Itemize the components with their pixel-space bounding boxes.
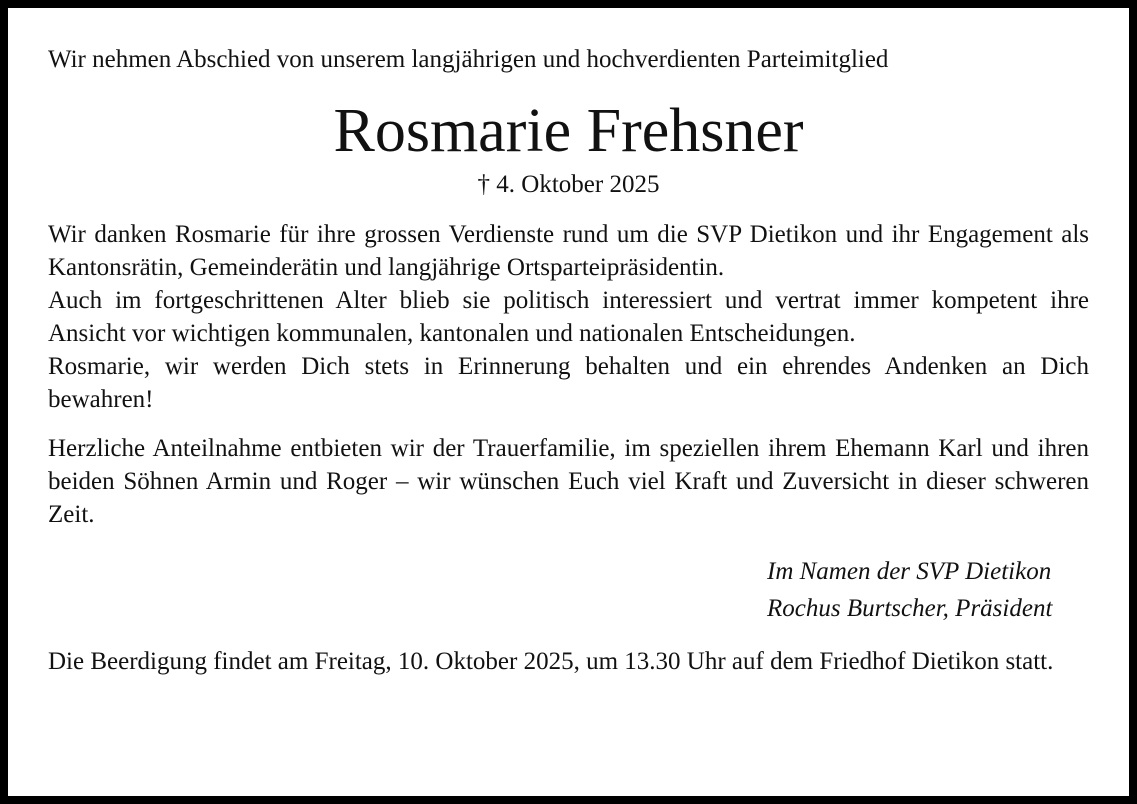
signature-organization: Im Namen der SVP Dietikon [767,558,1052,585]
condolence-paragraph: Herzliche Anteilnahme entbieten wir der Trauerfamilie, im speziellen ihrem Ehemann Karl und ihren beiden Söhnen Armin und Roger – wir wünschen Euch viel Kraft und Zuversicht in dieser schweren Zeit. [48,435,1089,528]
tribute-paragraph-remembrance: Rosmarie, wir werden Dich stets in Erinnerung behalten und ein ehrendes Andenken an Dich bewahren! [48,353,1089,413]
tribute-paragraph-engagement: Auch im fortgeschrittenen Alter blieb sie politisch interessiert und vertrat immer kompetent ihre Ansicht vor wichtigen kommunalen, kantonalen und nationalen Entscheidungen. [48,287,1089,347]
notice-content [48,44,1089,678]
death-date: † 4. Oktober 2025 [477,171,660,198]
signature-person: Rochus Burtscher, Präsident [767,595,1053,622]
deceased-name: Rosmarie Frehsner [333,97,804,165]
tribute-text [48,218,1089,416]
intro-line: Wir nehmen Abschied von unserem langjährigen und hochverdienten Parteimitglied [48,46,889,73]
signature-block [767,553,1089,627]
funeral-info: Die Beerdigung findet am Freitag, 10. Oktober 2025, um 13.30 Uhr auf dem Friedhof Dietikon statt. [48,648,1054,675]
tribute-paragraph-thanks: Wir danken Rosmarie für ihre grossen Verdienste rund um die SVP Dietikon und ihr Engagement als Kantonsrätin, Gemeinderätin und langjährige Ortsparteipräsidentin. [48,221,1089,281]
